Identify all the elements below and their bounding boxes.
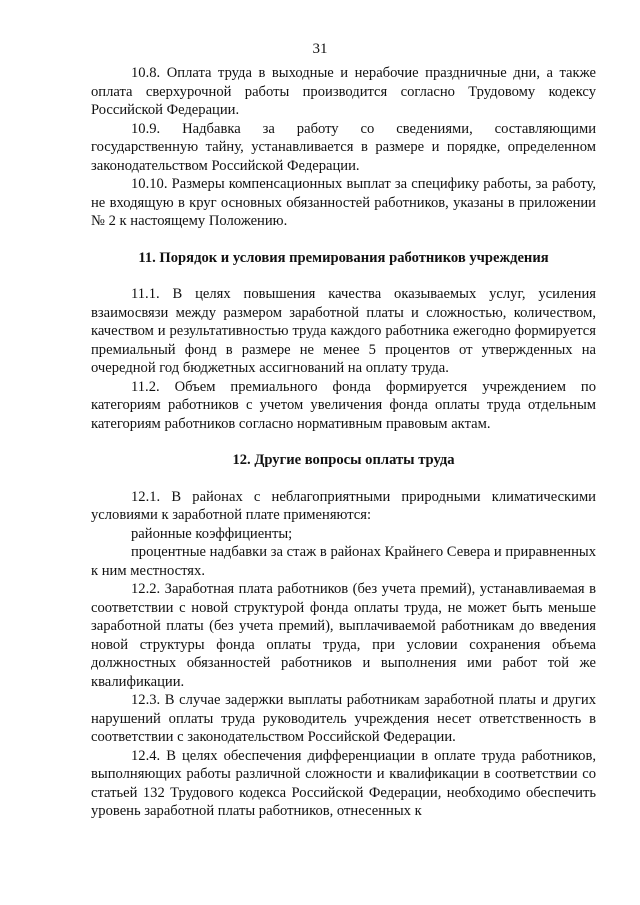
list-item-regional-coefficients: районные коэффициенты; <box>131 525 293 542</box>
list-item-percentage-allowances: процентные надбавки за стаж в районах Крайнего Севера и приравненных к ним местностях. <box>91 544 596 579</box>
paragraph-10-9: 10.9. Надбавка за работу со сведениями, составляющими государственную тайну, устанавливается в размере и порядке, определенном законодательством Российской Федерации. <box>91 120 596 174</box>
section-heading-12: 12. Другие вопросы оплаты труда <box>232 452 455 468</box>
section-heading-11: 11. Порядок и условия премирования работников учреждения <box>138 249 549 266</box>
paragraph-12-3: 12.3. В случае задержки выплаты работникам заработной платы и других нарушений оплаты труда руководитель учреждения несет ответственность в соответствии с законодательством Российской Федерации. <box>91 692 596 745</box>
paragraph-12-4: 12.4. В целях обеспечения дифференциации в оплате труда работников, выполняющих работы различной сложности и квалификации в соответствии со статьей 132 Трудового кодекса Российской Федерации, необходимо обеспечить уровень заработной платы работников, отнесенных к <box>91 747 596 819</box>
document-body <box>91 64 596 821</box>
paragraph-10-10: 10.10. Размеры компенсационных выплат за специфику работы, за работу, не входящую в круг основных обязанностей работников, указаны в приложении № 2 к настоящему Положению. <box>91 176 596 229</box>
paragraph-10-8: 10.8. Оплата труда в выходные и нерабочие праздничные дни, а также оплата сверхурочной работы производится согласно Трудовому кодексу Российской Федерации. <box>91 65 596 118</box>
paragraph-11-2: 11.2. Объем премиального фонда формируется учреждением по категориям работников с учетом увеличения фонда оплаты труда отдельным категориям работников согласно нормативным правовым актам. <box>91 378 596 432</box>
page-number: 31 <box>312 41 328 57</box>
paragraph-11-1: 11.1. В целях повышения качества оказываемых услуг, усиления взаимосвязи между размером заработной платы и сложностью, количеством, качеством и результативностью труда каждого работника ежегодно формируется премиальный фонд в размере не менее 5 процентов от утвержденных на очередной год бюджетных ассигнований на оплату труда. <box>91 286 596 376</box>
paragraph-12-1: 12.1. В районах с неблагоприятными природными климатическими условиями к заработной плате применяются: <box>91 488 596 523</box>
paragraph-12-2: 12.2. Заработная плата работников (без учета премий), устанавливаемая в соответствии с новой структурой фонда оплаты труда, не может быть меньше заработной платы (без учета премий), выплачиваемой работникам до введения новой структуры фонда оплаты труда, при условии сохранения объема должностных обязанностей работников и выполнения ими работ той же квалификации. <box>91 581 596 690</box>
